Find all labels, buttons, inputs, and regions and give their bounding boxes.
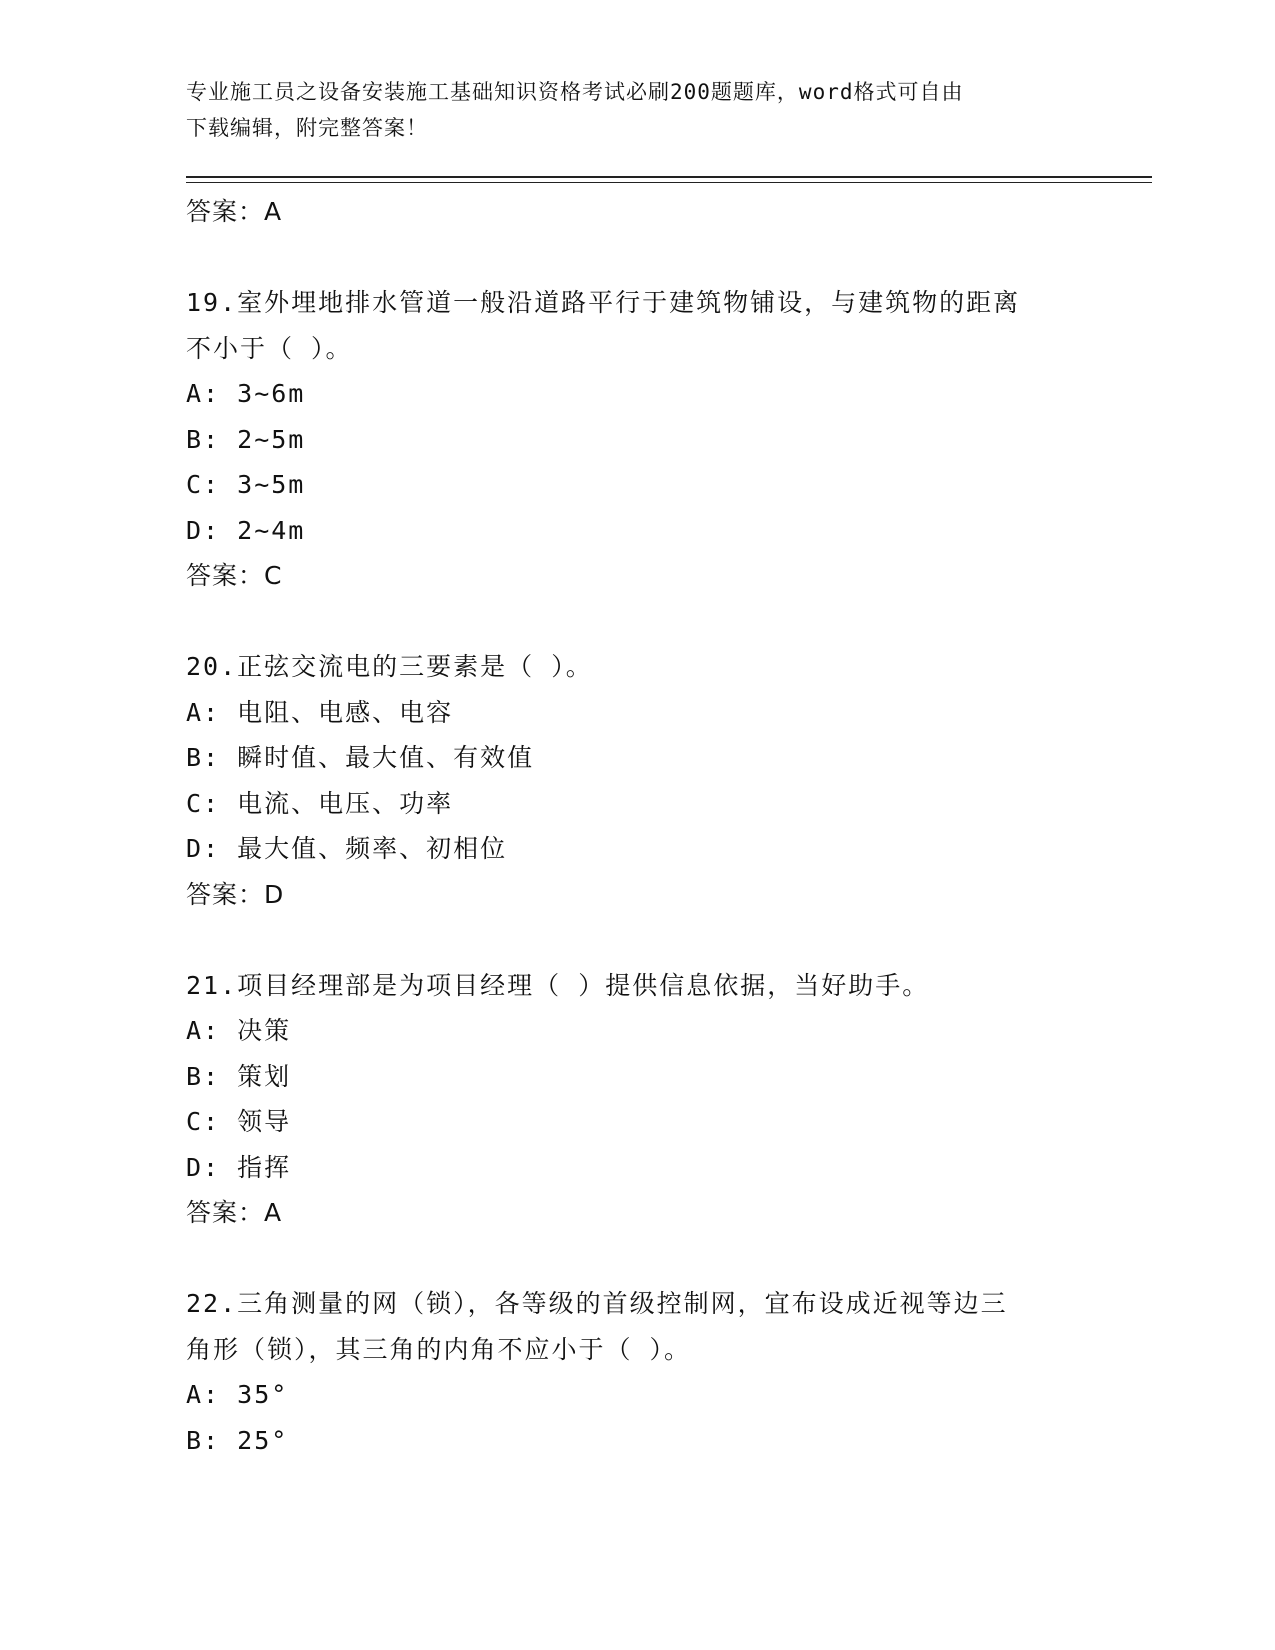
header-line-2: 下载编辑，附完整答案！ [186,116,428,140]
option-d: D: 最大值、频率、初相位 [186,834,508,863]
option-b: B: 2~5m [186,424,306,454]
question-21 [186,963,1086,1236]
spacer [186,917,1086,963]
header-rule-thin [186,182,1152,183]
option-a: A: 决策 [186,1016,292,1045]
previous-answer: 答案：A [186,197,283,226]
header-line-1: 专业施工员之设备安装施工基础知识资格考试必刷200题题库，word格式可自由 [186,80,964,104]
spacer [186,235,1086,281]
question-stem: 21.项目经理部是为项目经理（ ）提供信息依据，当好助手。 [186,970,930,1000]
spacer [186,599,1086,645]
option-a: A: 电阻、电感、电容 [186,697,454,727]
question-stem-continued: 不小于（ ）。 [186,333,353,363]
option-c: C: 3~5m [186,470,306,499]
answer: 答案：A [186,1198,283,1227]
option-c: C: 电流、电压、功率 [186,788,454,818]
option-d: D: 指挥 [186,1152,292,1182]
question-stem: 22.三角测量的网（锁），各等级的首级控制网，宜布设成近视等边三 [186,1289,1008,1318]
question-19 [186,280,1086,599]
option-b: B: 瞬时值、最大值、有效值 [186,743,535,772]
question-20 [186,644,1086,917]
question-stem-continued: 角形（锁），其三角的内角不应小于（ ）。 [186,1334,692,1364]
option-a: A: 35° [186,1380,289,1409]
spacer [186,1236,1086,1282]
document-header [186,74,1086,146]
question-content [186,189,1086,1463]
option-c: C: 领导 [186,1107,292,1136]
header-rule-thick [186,176,1152,178]
question-22 [186,1281,1086,1463]
question-stem: 20.正弦交流电的三要素是（ ）。 [186,652,593,681]
option-b: B: 25° [186,1425,289,1455]
option-a: A: 3~6m [186,379,306,408]
answer: 答案：D [186,879,285,909]
question-stem: 19.室外埋地排水管道一般沿道路平行于建筑物铺设，与建筑物的距离 [186,288,1021,317]
option-b: B: 策划 [186,1061,292,1091]
option-d: D: 2~4m [186,515,306,545]
answer: 答案：C [186,561,283,590]
